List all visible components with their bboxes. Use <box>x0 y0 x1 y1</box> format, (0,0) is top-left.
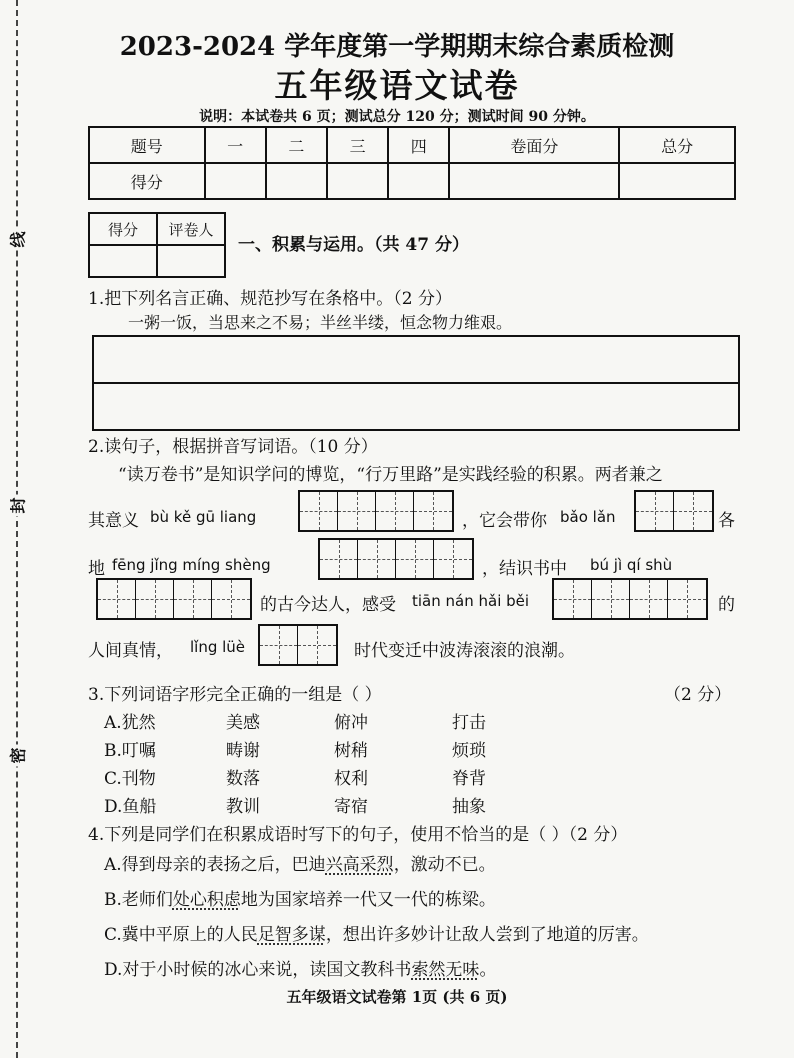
score-table-score-row <box>89 163 735 199</box>
idiom-d: 索然无味 <box>411 960 480 980</box>
q3-option-word: 抽象 <box>452 797 486 817</box>
score-input-cell[interactable] <box>388 163 449 199</box>
q2-answer-grid-3[interactable] <box>318 538 474 580</box>
q2-text: 时代变迁中波涛滚滚的浪潮。 <box>354 641 575 661</box>
score-input-cell[interactable] <box>619 163 735 199</box>
q4-stem: 4.下列是同学们在积累成语时写下的句子，使用不恰当的是（ ）（2 分） <box>88 825 628 845</box>
q4-option-c[interactable]: C.冀中平原上的人民足智多谋，想出许多妙计让敌人尝到了地道的厉害。 <box>104 925 649 945</box>
q4-option-a[interactable]: A.得到母亲的表扬之后，巴迪兴高采烈，激动不已。 <box>104 855 496 875</box>
q2-answer-grid-1[interactable] <box>298 490 454 532</box>
q2-pinyin-2: bǎo lǎn <box>560 508 616 526</box>
page-footer: 五年级语文试卷第 1页 (共 6 页) <box>286 988 508 1006</box>
q4-option-d[interactable]: D.对于小时候的冰心来说，读国文教科书索然无味。 <box>104 960 497 980</box>
q3-option-word: 数落 <box>226 769 260 789</box>
q2-answer-grid-6[interactable] <box>258 624 338 666</box>
q3-option-d-label[interactable]: D.鱼船 <box>104 797 157 817</box>
score-header-cell: 题号 <box>89 127 205 163</box>
score-header-cell: 卷面分 <box>449 127 619 163</box>
q2-answer-grid-5[interactable] <box>552 578 708 620</box>
q2-stem: 2.读句子，根据拼音写词语。（10 分） <box>88 437 378 457</box>
q2-pinyin-1: bù kě gū liang <box>150 508 257 526</box>
score-table-header-row <box>89 127 735 163</box>
score-header-cell: 一 <box>205 127 266 163</box>
exam-title: 2023-2024 学年度第一学期期末综合素质检测 <box>119 32 675 62</box>
q2-pinyin-3: fēng jǐng míng shèng <box>112 556 271 574</box>
q2-text: 地 <box>88 559 105 579</box>
q3-option-b-label[interactable]: B.叮嘱 <box>104 741 156 761</box>
q2-pinyin-6: lǐng lüè <box>190 638 246 656</box>
q2-answer-grid-2[interactable] <box>634 490 714 532</box>
grader-table <box>88 212 226 278</box>
q3-option-word: 寄宿 <box>334 797 368 817</box>
q3-option-word: 脊背 <box>452 769 486 789</box>
grader-score-cell[interactable] <box>89 245 157 277</box>
score-header-cell: 二 <box>266 127 327 163</box>
q3-option-word: 烦琐 <box>452 741 486 761</box>
score-table <box>88 126 736 200</box>
score-input-cell[interactable] <box>266 163 327 199</box>
q2-line1: “读万卷书”是知识学问的博览，“行万里路”是实践经验的积累。两者兼之 <box>118 465 663 485</box>
score-input-cell[interactable] <box>205 163 266 199</box>
q3-option-word: 美感 <box>226 713 260 733</box>
q3-stem: 3.下列词语字形完全正确的一组是（ ） <box>88 685 382 705</box>
q2-text: 各 <box>718 511 735 531</box>
score-input-cell[interactable] <box>327 163 388 199</box>
grader-name-cell[interactable] <box>157 245 225 277</box>
grader-score-label: 得分 <box>89 213 157 245</box>
exam-note: 说明：本试卷共 6 页；测试总分 120 分；测试时间 90 分钟。 <box>199 109 595 125</box>
grader-name-label: 评卷人 <box>157 213 225 245</box>
score-input-cell[interactable] <box>449 163 619 199</box>
q3-option-word: 权利 <box>334 769 368 789</box>
binding-char-feng: 封 <box>6 495 29 517</box>
q1-stem: 1.把下列名言正确、规范抄写在条格中。（2 分） <box>88 289 452 309</box>
q2-text: ，结识书中 <box>482 559 567 579</box>
q3-option-word: 畴谢 <box>226 741 260 761</box>
q1-writing-box[interactable] <box>92 335 740 431</box>
idiom-b: 处心积虑 <box>172 890 241 910</box>
q2-text: 的古今达人，感受 <box>260 595 396 615</box>
binding-char-xian: 线 <box>6 229 29 251</box>
q3-option-word: 教训 <box>226 797 260 817</box>
binding-char-mi: 密 <box>6 745 29 767</box>
q3-option-word: 树稍 <box>334 741 368 761</box>
q2-pinyin-4: bú jì qí shù <box>590 556 673 574</box>
exam-subtitle: 五年级语文试卷 <box>274 66 520 105</box>
q2-text: ，它会带你 <box>462 511 547 531</box>
score-header-cell: 三 <box>327 127 388 163</box>
score-header-cell: 总分 <box>619 127 735 163</box>
q3-score: （2 分） <box>664 685 732 705</box>
score-row-label: 得分 <box>89 163 205 199</box>
q1-quote: 一粥一饭，当思来之不易；半丝半缕，恒念物力维艰。 <box>128 313 513 332</box>
q3-option-a-label[interactable]: A.犹然 <box>104 713 156 733</box>
q2-text: 其意义 <box>88 511 139 531</box>
q2-text: 的 <box>718 595 735 615</box>
q4-option-b[interactable]: B.老师们处心积虑地为国家培养一代又一代的栋梁。 <box>104 890 496 910</box>
idiom-c: 足智多谋 <box>257 925 326 945</box>
idiom-a: 兴高采烈 <box>325 855 394 875</box>
q3-option-c-label[interactable]: C.刊物 <box>104 769 156 789</box>
q3-option-word: 俯冲 <box>334 713 368 733</box>
score-header-cell: 四 <box>388 127 449 163</box>
q2-pinyin-5: tiān nán hǎi běi <box>412 592 530 610</box>
q3-option-word: 打击 <box>452 713 486 733</box>
q2-answer-grid-4[interactable] <box>96 578 252 620</box>
q2-text: 人间真情， <box>88 641 173 661</box>
section-1-title: 一、积累与运用。（共 47 分） <box>238 235 469 255</box>
